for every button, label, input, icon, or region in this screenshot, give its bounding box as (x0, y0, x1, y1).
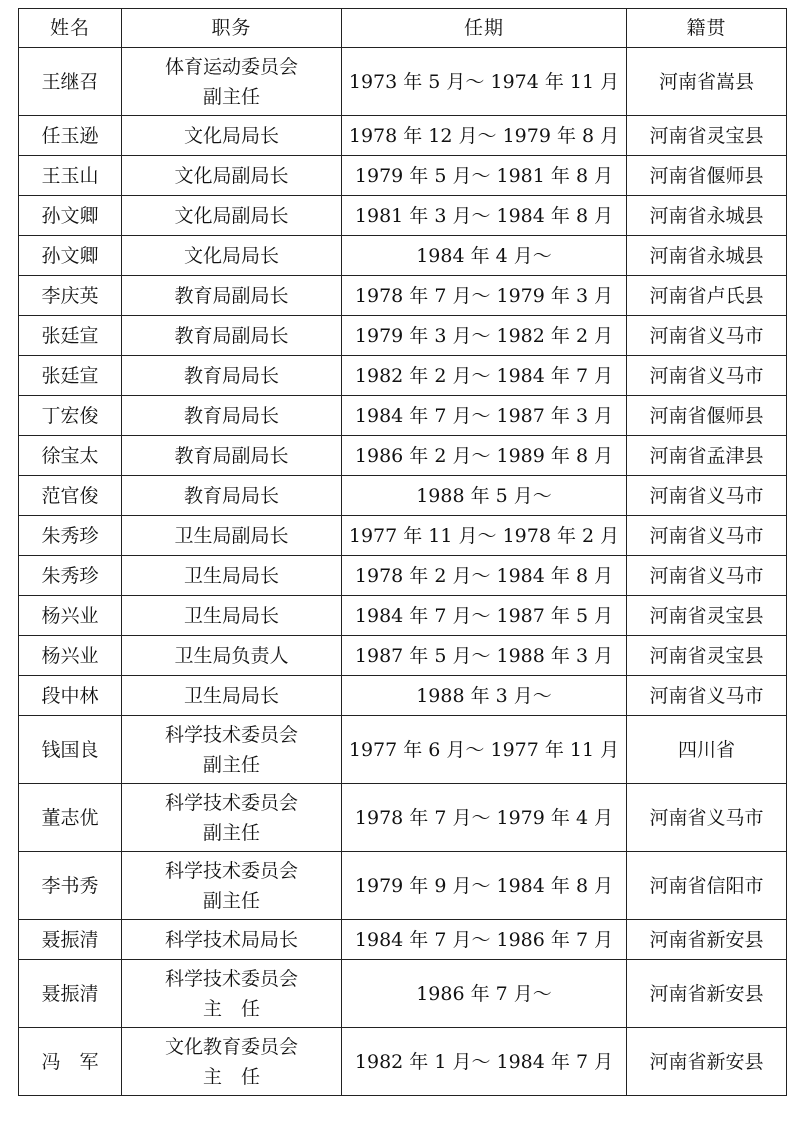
table-row (19, 676, 787, 716)
cell-term: 1977 年 11 月～ 1978 年 2 月 (342, 516, 627, 556)
cell-origin: 河南省新安县 (627, 920, 787, 960)
table-body (19, 48, 787, 1096)
header-row (19, 9, 787, 48)
cell-position (122, 156, 342, 196)
cell-position (122, 516, 342, 556)
cell-name: 段中林 (19, 676, 122, 716)
cell-origin: 河南省义马市 (627, 316, 787, 356)
cell-origin: 河南省永城县 (627, 236, 787, 276)
cell-position (122, 436, 342, 476)
table-row (19, 196, 787, 236)
cell-name: 任玉逊 (19, 116, 122, 156)
position-line: 科学技术委员会 (164, 723, 298, 746)
cell-origin: 河南省新安县 (627, 960, 787, 1028)
position-line: 教育局副局长 (174, 444, 289, 467)
cell-term: 1984 年 7 月～ 1987 年 5 月 (342, 596, 627, 636)
position-line: 副主任 (202, 85, 260, 108)
cell-position (122, 676, 342, 716)
cell-position (122, 716, 342, 784)
table-row (19, 436, 787, 476)
cell-term: 1981 年 3 月～ 1984 年 8 月 (342, 196, 627, 236)
cell-term: 1987 年 5 月～ 1988 年 3 月 (342, 636, 627, 676)
table-row (19, 920, 787, 960)
cell-term: 1978 年 2 月～ 1984 年 8 月 (342, 556, 627, 596)
table-row (19, 396, 787, 436)
cell-position (122, 960, 342, 1028)
header-position: 职务 (122, 9, 342, 48)
cell-origin: 河南省义马市 (627, 784, 787, 852)
cell-name: 冯 军 (19, 1028, 122, 1096)
cell-position (122, 1028, 342, 1096)
cell-origin: 河南省灵宝县 (627, 596, 787, 636)
table-row (19, 716, 787, 784)
cell-name: 杨兴业 (19, 636, 122, 676)
cell-origin: 河南省偃师县 (627, 156, 787, 196)
cell-name: 徐宝太 (19, 436, 122, 476)
header-origin: 籍贯 (627, 9, 787, 48)
cell-name: 王玉山 (19, 156, 122, 196)
cell-position (122, 396, 342, 436)
table-row (19, 116, 787, 156)
position-line: 卫生局局长 (183, 684, 279, 707)
cell-term: 1982 年 2 月～ 1984 年 7 月 (342, 356, 627, 396)
cell-origin: 河南省义马市 (627, 516, 787, 556)
cell-position (122, 476, 342, 516)
cell-position (122, 784, 342, 852)
cell-name: 聂振清 (19, 960, 122, 1028)
cell-term: 1979 年 5 月～ 1981 年 8 月 (342, 156, 627, 196)
cell-name: 孙文卿 (19, 196, 122, 236)
table-row (19, 636, 787, 676)
cell-origin: 河南省灵宝县 (627, 116, 787, 156)
cell-name: 董志优 (19, 784, 122, 852)
cell-name: 聂振清 (19, 920, 122, 960)
cell-position (122, 196, 342, 236)
cell-origin: 河南省偃师县 (627, 396, 787, 436)
position-line: 副主任 (202, 753, 260, 776)
cell-term: 1988 年 5 月～ (342, 476, 627, 516)
cell-term: 1973 年 5 月～ 1974 年 11 月 (342, 48, 627, 116)
table-row (19, 516, 787, 556)
position-line: 教育局副局长 (174, 324, 289, 347)
position-line: 卫生局局长 (183, 564, 279, 587)
table-row (19, 356, 787, 396)
cell-position (122, 236, 342, 276)
header-term: 任期 (342, 9, 627, 48)
table-header (19, 9, 787, 48)
cell-name: 朱秀珍 (19, 556, 122, 596)
cell-term: 1984 年 7 月～ 1987 年 3 月 (342, 396, 627, 436)
cell-origin: 河南省新安县 (627, 1028, 787, 1096)
cell-name: 张廷宣 (19, 356, 122, 396)
table-row (19, 852, 787, 920)
cell-name: 李书秀 (19, 852, 122, 920)
cell-name: 范官俊 (19, 476, 122, 516)
cell-term: 1984 年 7 月～ 1986 年 7 月 (342, 920, 627, 960)
cell-term: 1988 年 3 月～ (342, 676, 627, 716)
table-row (19, 784, 787, 852)
cell-term: 1986 年 7 月～ (342, 960, 627, 1028)
table-row (19, 556, 787, 596)
position-line: 教育局副局长 (174, 284, 289, 307)
cell-position (122, 48, 342, 116)
position-line: 教育局局长 (183, 404, 279, 427)
position-line: 卫生局副局长 (174, 524, 289, 547)
position-line: 科学技术局局长 (164, 928, 298, 951)
cell-term: 1984 年 4 月～ (342, 236, 627, 276)
cell-position (122, 636, 342, 676)
officials-table (18, 8, 787, 1096)
table-row (19, 596, 787, 636)
cell-name: 李庆英 (19, 276, 122, 316)
cell-position (122, 276, 342, 316)
position-line: 文化教育委员会 (164, 1035, 298, 1058)
position-line: 主 任 (202, 1065, 260, 1088)
cell-position (122, 920, 342, 960)
position-line: 文化局副局长 (174, 204, 289, 227)
cell-term: 1979 年 9 月～ 1984 年 8 月 (342, 852, 627, 920)
cell-origin: 河南省灵宝县 (627, 636, 787, 676)
position-line: 科学技术委员会 (164, 859, 298, 882)
position-line: 卫生局局长 (183, 604, 279, 627)
position-line: 文化局局长 (183, 244, 279, 267)
cell-term: 1986 年 2 月～ 1989 年 8 月 (342, 436, 627, 476)
cell-origin: 河南省嵩县 (627, 48, 787, 116)
table-row (19, 48, 787, 116)
cell-term: 1978 年 7 月～ 1979 年 3 月 (342, 276, 627, 316)
header-name: 姓名 (19, 9, 122, 48)
cell-position (122, 116, 342, 156)
position-line: 科学技术委员会 (164, 967, 298, 990)
cell-term: 1982 年 1 月～ 1984 年 7 月 (342, 1028, 627, 1096)
position-line: 主 任 (202, 997, 260, 1020)
table-row (19, 276, 787, 316)
cell-position (122, 316, 342, 356)
cell-name: 张廷宣 (19, 316, 122, 356)
cell-name: 朱秀珍 (19, 516, 122, 556)
cell-position (122, 556, 342, 596)
cell-term: 1978 年 12 月～ 1979 年 8 月 (342, 116, 627, 156)
table-row (19, 236, 787, 276)
position-line: 副主任 (202, 889, 260, 912)
cell-origin: 河南省义马市 (627, 476, 787, 516)
cell-position (122, 852, 342, 920)
position-line: 体育运动委员会 (164, 55, 298, 78)
cell-origin: 河南省信阳市 (627, 852, 787, 920)
cell-origin: 四川省 (627, 716, 787, 784)
cell-origin: 河南省义马市 (627, 676, 787, 716)
position-line: 卫生局负责人 (174, 644, 289, 667)
cell-name: 钱国良 (19, 716, 122, 784)
cell-position (122, 356, 342, 396)
position-line: 文化局副局长 (174, 164, 289, 187)
cell-name: 丁宏俊 (19, 396, 122, 436)
cell-origin: 河南省义马市 (627, 356, 787, 396)
position-line: 教育局局长 (183, 484, 279, 507)
cell-origin: 河南省卢氏县 (627, 276, 787, 316)
cell-origin: 河南省永城县 (627, 196, 787, 236)
position-line: 教育局局长 (183, 364, 279, 387)
cell-term: 1979 年 3 月～ 1982 年 2 月 (342, 316, 627, 356)
position-line: 文化局局长 (183, 124, 279, 147)
cell-name: 杨兴业 (19, 596, 122, 636)
cell-term: 1977 年 6 月～ 1977 年 11 月 (342, 716, 627, 784)
cell-name: 王继召 (19, 48, 122, 116)
table-row (19, 476, 787, 516)
cell-term: 1978 年 7 月～ 1979 年 4 月 (342, 784, 627, 852)
table-row (19, 156, 787, 196)
table-row (19, 316, 787, 356)
position-line: 科学技术委员会 (164, 791, 298, 814)
cell-origin: 河南省孟津县 (627, 436, 787, 476)
cell-origin: 河南省义马市 (627, 556, 787, 596)
position-line: 副主任 (202, 821, 260, 844)
cell-name: 孙文卿 (19, 236, 122, 276)
table-row (19, 960, 787, 1028)
cell-position (122, 596, 342, 636)
table-row (19, 1028, 787, 1096)
